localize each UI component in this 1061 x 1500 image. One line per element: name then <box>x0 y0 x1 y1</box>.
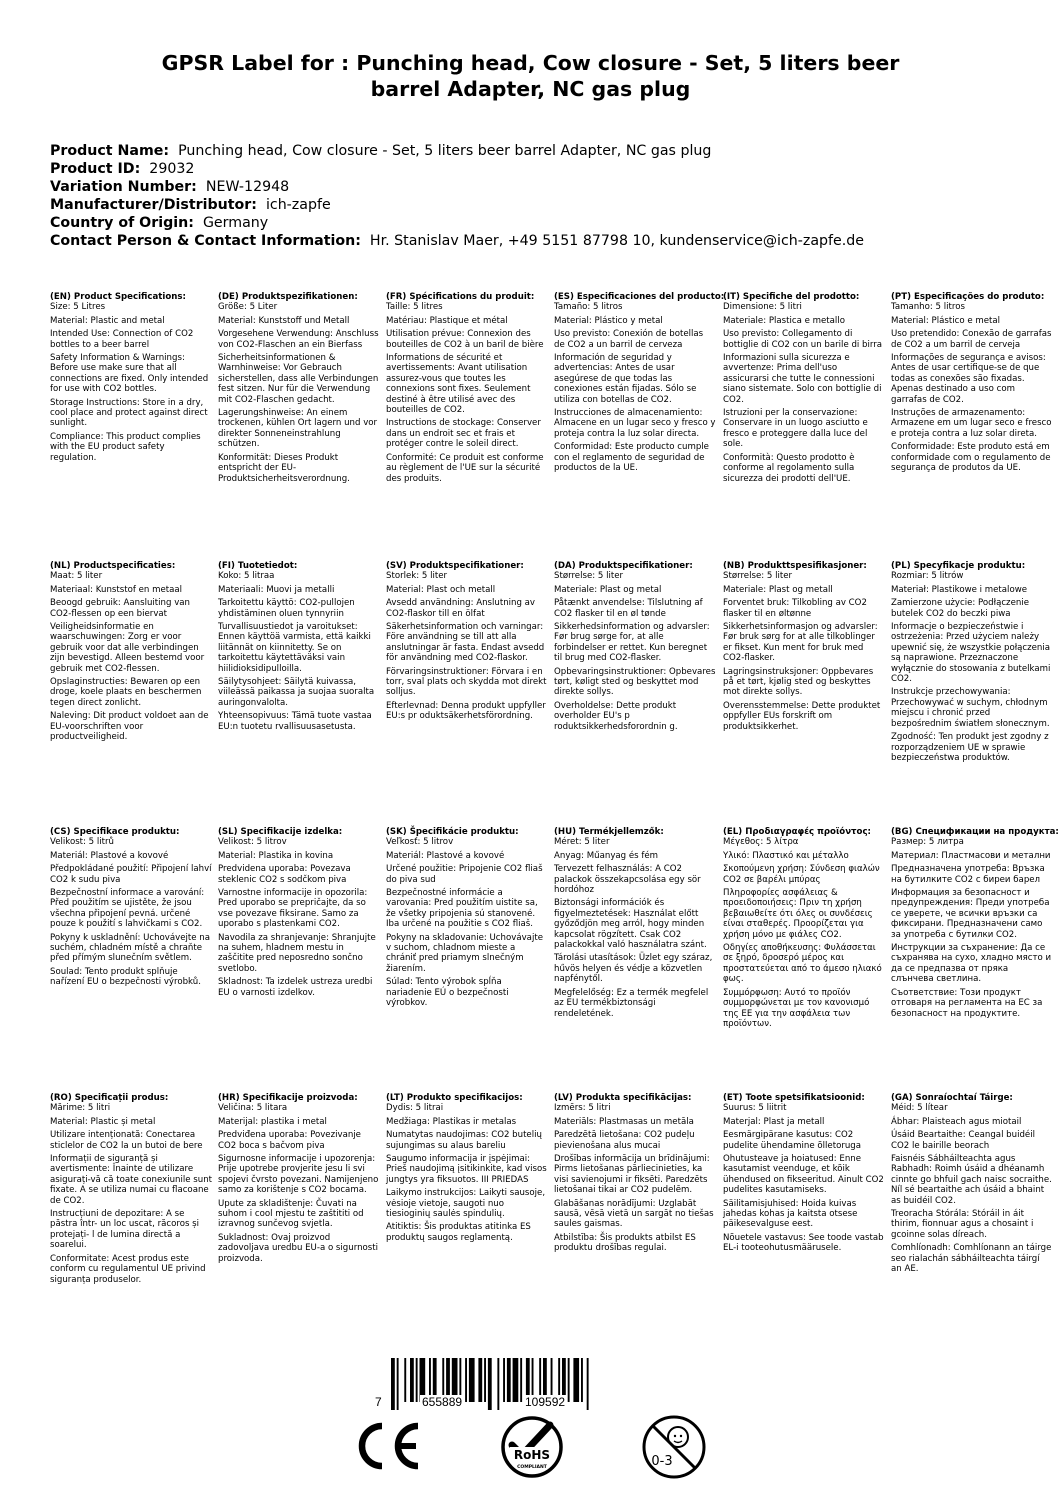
spec-line: Material: Plastic and metal <box>50 315 165 326</box>
spec-line: Информация за безопасност и предупреждения: Преди употреба се уверете, че всички връзки са фиксирани. Предназначени само за употреба с бутилки CO2. <box>891 888 1050 940</box>
spec-heading: (EL) Προδιαγραφές προϊόντος: <box>723 827 871 837</box>
spec-line: Sigurnosne informacije i upozorenja: Prije upotrebe provjerite jesu li svi spojevi čvrsto povezani. Namijenjeno samo za korištenje s CO2 bocama. <box>218 1154 379 1196</box>
spec-line: Overholdelse: Dette produkt overholder EU's p roduktsikkerhedsforordnin g. <box>554 700 678 732</box>
spec-heading: (CS) Specifikace produktu: <box>50 827 180 837</box>
spec-line: Σκοπούμενη χρήση: Σύνδεση φιαλών CO2 σε βαρέλι μπύρας <box>723 864 880 885</box>
barcode-bar <box>484 1358 486 1402</box>
spec-line: Materiale: Plast og metall <box>723 584 833 595</box>
spec-block <box>554 827 716 1022</box>
spec-line: Medžiaga: Plastikas ir metalas <box>386 1116 517 1127</box>
spec-line: Předpokládané použití: Připojení lahví CO2 k sudu piva <box>50 864 212 885</box>
spec-line: Veličina: 5 litara <box>218 1103 288 1114</box>
spec-block <box>50 292 212 466</box>
spec-line: Material: Plástico y metal <box>554 315 663 326</box>
spec-line: Инструкции за съхранение: Да се съхранява на сухо, хладно място и да се предпазва от пряка слънчева светлина. <box>891 943 1052 985</box>
spec-line: Zgodność: Ten produkt jest zgodny z rozporządzeniem UE w sprawie bezpieczeństwa produktów. <box>891 732 1049 763</box>
spec-line: Izmērs: 5 litri <box>554 1103 611 1114</box>
barcode-first-digit: 7 <box>375 1395 382 1409</box>
spec-heading: (SK) Špecifikácie produktu: <box>386 827 519 837</box>
spec-line: Size: 5 Litres <box>50 302 106 313</box>
spec-block <box>891 292 1053 477</box>
spec-line: Sikkerhedsinformation og advarsler: Før brug sørge for, at alle forbindelser er rettet. Kun beregnet til brug med CO2-flasker. <box>554 622 710 664</box>
barcode-bar <box>581 1358 583 1402</box>
manufacturer-row <box>50 196 1030 214</box>
spec-block <box>723 827 885 1032</box>
spec-line: Tamaño: 5 litros <box>554 302 623 313</box>
spec-line: Sikkerhetsinformasjon og advarsler: Før bruk sørg for at alle tilkoblinger er fikset. Kun ment for bruk med CO2-flasker. <box>723 622 878 664</box>
spec-line: Materiaal: Kunststof en metaal <box>50 584 183 595</box>
spec-block <box>891 561 1053 766</box>
product-id-label: Product ID: <box>50 161 141 177</box>
spec-line: Intended Use: Connection of CO2 bottles to a beer barrel <box>50 329 194 350</box>
spec-heading: (DA) Produktspecifikationer: <box>554 561 693 571</box>
spec-line: Dimensione: 5 litri <box>723 302 802 313</box>
spec-line: Predvidena uporaba: Povezava steklenic CO2 s sodčkom piva <box>218 864 351 885</box>
spec-line: Dydis: 5 litrai <box>386 1103 444 1114</box>
spec-heading: (ET) Toote spetsifikatsioonid: <box>723 1093 865 1103</box>
spec-line: Naleving: Dit product voldoet aan de EU-voorschriften voor productveiligheid. <box>50 711 209 743</box>
spec-line: Yhteensopivuus: Tämä tuote vastaa EU:n tuotetu rvallisuusasetusta. <box>218 711 372 732</box>
spec-heading: (GA) Sonraíochtaí Táirge: <box>891 1093 1013 1103</box>
spec-line: Koko: 5 litraa <box>218 571 275 582</box>
spec-line: Materiāls: Plastmasas un metāla <box>554 1116 694 1127</box>
spec-block <box>723 561 885 735</box>
rohs-label: RoHS <box>513 1448 551 1462</box>
spec-line: Ábhar: Plaisteach agus miotail <box>891 1116 1022 1127</box>
spec-line: Tervezett felhasználás: A CO2 palackok összekapcsolása egy sör hordóhoz <box>554 864 701 896</box>
barcode-bar <box>416 1358 418 1402</box>
spec-line: Tarkoitettu käyttö: CO2-pullojen yhdistäminen oluen tynnyriin <box>218 598 355 619</box>
barcode-bar <box>478 1358 482 1402</box>
spec-block <box>218 561 380 735</box>
spec-line: Vorgesehene Verwendung: Anschluss von CO2-Flaschen an ein Bierfass <box>218 329 379 350</box>
spec-line: Tárolási utasítások: Üzlet egy száraz, hűvös helyen és védje a közvetlen napfénytől. <box>554 953 713 985</box>
spec-line: Informazioni sulla sicurezza e avvertenze: Prima dell'uso assicurarsi che tutte le connessioni siano sistemate. Solo con bottiglie di CO2. <box>723 353 882 405</box>
spec-line: Méret: 5 liter <box>554 837 610 848</box>
spec-line: Veiligheidsinformatie en waarschuwingen: Zorg er voor gebruik voor dat alle verbindingen zijn bevestigd. Alleen bestemd voor gebruik met CO2-flessen. <box>50 622 205 674</box>
country-of-origin-label: Country of Origin: <box>50 215 194 231</box>
spec-line: Laikymo instrukcijos: Laikyti sausoje, vėsioje vietoje, saugoti nuo tiesioginių saulės spindulių. <box>386 1188 546 1220</box>
spec-block <box>50 1093 212 1288</box>
spec-line: Skladnost: Ta izdelek ustreza uredbi EU o varnosti izdelkov. <box>218 977 373 998</box>
spec-line: Navodila za shranjevanje: Shranjujte na suhem, hladnem mestu in zaščitite pred neposredno sončno svetlobo. <box>218 932 376 974</box>
spec-line: Soulad: Tento produkt splňuje nařízení EU o bezpečnosti výrobků. <box>50 966 201 988</box>
spec-line: Comhlíonadh: Comhlíonann an táirge seo rialachán sábháilteachta táirgí an AE. <box>891 1243 1052 1275</box>
spec-line: Saugumo informacija ir įspėjimai: Prieš naudojimą įsitikinkite, kad visos jungtys yra fiksuotos. III PRIEDAS <box>386 1154 547 1185</box>
spec-line: Overensstemmelse: Dette produktet oppfyller EUs forskrift om produktsikkerhet. <box>723 700 881 732</box>
barcode-bar <box>503 1358 505 1402</box>
spec-heading: (HR) Specifikacije proizvoda: <box>218 1093 358 1103</box>
manufacturer-label: Manufacturer/Distributor: <box>50 197 257 213</box>
barcode-bar <box>391 1358 395 1410</box>
spec-line: Biztonsági információk és figyelmeztetések: Használat előtt győződjön meg arról, hogy minden kapcsolat rögzített. Csak CO2 palackokkal való használatra szánt. <box>554 898 707 951</box>
contact-label: Contact Person & Contact Information: <box>50 233 361 249</box>
spec-block <box>554 561 716 735</box>
spec-line: Mărime: 5 litri <box>50 1103 111 1114</box>
spec-line: Sicherheitsinformationen & Warnhinweise: Vor Gebrauch sicherstellen, dass alle Verbindungen fest sitzen. Nur für die Verwendung mit CO2-Flaschen gedacht. <box>218 353 379 405</box>
spec-heading: (NL) Productspecificaties: <box>50 561 176 571</box>
spec-line: Lagringsinstruksjoner: Oppbevares på et tørt, kjølig sted og beskyttes mot direkte sollys. <box>723 666 874 698</box>
product-info <box>50 142 1030 250</box>
spec-line: Predviđena uporaba: Povezivanje CO2 boca s bačvom piva <box>218 1130 361 1151</box>
spec-line: Instrucțiuni de depozitare: A se păstra într- un loc uscat, răcoros și protejați- l de lumina directă a soarelui. <box>50 1209 200 1251</box>
spec-line: Материал: Пластмасови и метални <box>891 850 1051 861</box>
spec-block <box>554 1093 716 1257</box>
spec-line: Conformità: Questo prodotto è conforme al regolamento sulla sicurezza dei prodotti dell'UE. <box>723 452 855 484</box>
spec-line: Efterlevnad: Denna produkt uppfyller EU:s pr oduktsäkerhetsförordning. <box>386 700 546 722</box>
spec-line: Informations de sécurité et avertissements: Avant utilisation assurez-vous que toutes les connexions sont fixes. Seulement destiné à être utilisé avec des bouteilles de CO2. <box>386 353 531 416</box>
spec-line: Upute za skladištenje: Čuvati na suhom i cool mjestu te zaštititi od izravnog sunčevog svjetla. <box>218 1198 364 1230</box>
spec-line: Påtænkt anvendelse: Tilslutning af CO2 flasker til en øl tønde <box>554 598 703 619</box>
spec-line: Conformitate: Acest produs este conform cu regulamentul UE privind siguranța produselor. <box>50 1253 206 1285</box>
barcode-bar <box>587 1358 589 1410</box>
spec-heading: (DE) Produktspezifikationen: <box>218 292 358 302</box>
spec-line: Conformité: Ce produit est conforme au règlement de l'UE sur la sécurité des produits. <box>386 452 544 484</box>
spec-line: Utilizare intenționată: Conectarea sticlelor de CO2 la un butoi de bere <box>50 1130 203 1151</box>
spec-block <box>386 292 548 487</box>
spec-line: Material: Plastic și metal <box>50 1116 156 1127</box>
spec-line: Taille: 5 litres <box>386 302 443 313</box>
spec-line: Velikost: 5 litrov <box>218 837 287 848</box>
spec-heading: (LV) Produkta specifikācijas: <box>554 1093 692 1103</box>
spec-block <box>218 292 380 487</box>
spec-line: Förvaringsinstruktioner: Förvara i en torr, sval plats och skydda mot direkt solljus. <box>386 666 547 698</box>
spec-line: Informacje o bezpieczeństwie i ostrzeżenia: Przed użyciem należy upewnić się, że wszystkie połączenia są naprawione. Przeznaczone wyłącznie do stosowania z butelkami CO2. <box>891 622 1051 685</box>
product-name-value: Punching head, Cow closure - Set, 5 liters beer barrel Adapter, NC gas plug <box>178 143 712 159</box>
spec-line: Anyag: Műanyag és fém <box>554 850 659 861</box>
barcode-bar <box>404 1358 406 1402</box>
spec-line: Treoracha Stórála: Stóráil in áit thirim, fionnuar agus a chosaint i gcoinne solas díreach. <box>891 1209 1034 1240</box>
spec-line: Materijal: plastika i metal <box>218 1116 327 1127</box>
spec-line: Glabāšanas norādījumi: Uzglabāt sausā, vēsā vietā un sargāt no tiešas saules gaismas. <box>554 1198 714 1230</box>
spec-line: Matériau: Plastique et métal <box>386 315 508 326</box>
variation-number-row <box>50 178 1030 196</box>
spec-block <box>386 827 548 1012</box>
spec-line: Lagerungshinweise: An einem trockenen, kühlen Ort lagern und vor direkter Sonneneinstrahlung schützen. <box>218 408 378 450</box>
spec-heading: (EN) Product Specifications: <box>50 292 186 302</box>
title-line-1: GPSR Label for : Punching head, Cow closure - Set, 5 liters beer <box>161 51 900 75</box>
manufacturer-value: ich-zapfe <box>265 197 331 213</box>
barcode-bar <box>513 1358 519 1402</box>
country-of-origin-row <box>50 214 1030 232</box>
spec-line: Istruzioni per la conservazione: Conservare in un luogo asciutto e fresco e proteggere dalla luce del sole. <box>723 408 868 450</box>
spec-line: Varnostne informacije in opozorila: Pred uporabo se prepričajte, da so vse povezave fiksirane. Samo za uporabo s plastenkami CO2. <box>218 888 368 930</box>
spec-line: Instrucciones de almacenamiento: Almacene en un lugar seco y fresco y proteja contra la luz solar directa. <box>554 408 716 439</box>
spec-line: Предназначена употреба: Връзка на бутилките CO2 с биреи барел <box>891 864 1045 885</box>
spec-line: Conformidad: Este producto cumple con el reglamento de seguridad de productos de la UE. <box>554 442 709 474</box>
spec-line: Utilisation prévue: Connexion des bouteilles de CO2 à un baril de bière <box>386 329 544 350</box>
age-label: 0-3 <box>651 1454 673 1469</box>
spec-line: Conformidade: Este produto está em conformidade com o regulamento de segurança de produtos da UE. <box>891 442 1051 474</box>
barcode-bars <box>373 1358 618 1416</box>
spec-line: Säilytysohjeet: Säilytä kuivassa, viileässä paikassa ja suojaa suoralta auringonvalolta. <box>218 677 375 708</box>
spec-line: Forventet bruk: Tilkobling av CO2 flasker til en øltønne <box>723 598 867 619</box>
spec-line: Materiaali: Muovi ja metalli <box>218 584 335 595</box>
spec-line: Súlad: Tento výrobok spĺňa nariadenie EÚ o bezpečnosti výrobkov. <box>386 977 509 1009</box>
spec-line: Materjal: Plast ja metall <box>723 1116 825 1127</box>
spec-line: Nõuetele vastavus: See toode vastab EL-i tooteohutusmäärusele. <box>723 1232 884 1254</box>
barcode-bar <box>397 1358 399 1410</box>
variation-number-label: Variation Number: <box>50 179 197 195</box>
spec-line: Avsedd användning: Anslutning av CO2-flaskor till en ölfat <box>386 598 536 619</box>
spec-line: Opslaginstructies: Bewaren op een droge, koele plaats en beschermen tegen direct zonlicht. <box>50 677 202 708</box>
spec-line: Megfelelőség: Ez a termék megfelel az EU termékbiztonsági rendeletének. <box>554 987 709 1019</box>
country-of-origin-value: Germany <box>202 215 269 231</box>
spec-line: Faisnéis Sábháilteachta agus Rabhadh: Roimh úsáid a dhéanamh cinnte go bhfuil gach naisc socraithe. Níl sé beartaithe ach úsáid a bhaint as buidéil CO2. <box>891 1154 1052 1206</box>
barcode-bar <box>410 1358 414 1402</box>
spec-line: Materiál: Plastové a kovové <box>50 850 169 861</box>
spec-line: Atitiktis: Šis produktas atitinka ES produktų saugos reglamentą. <box>386 1222 531 1243</box>
spec-line: Størrelse: 5 liter <box>723 571 793 582</box>
spec-line: Suurus: 5 liitrit <box>723 1103 787 1114</box>
barcode-bar <box>568 1358 570 1402</box>
spec-block <box>891 1093 1053 1278</box>
spec-block <box>218 1093 380 1267</box>
spec-line: Pokyny na skladovanie: Uchovávajte v suchom, chladnom mieste a chrániť pred priamym slnečným žiarením. <box>386 932 543 974</box>
barcode <box>373 1358 618 1416</box>
spec-heading: (NB) Produkttspesifikasjoner: <box>723 561 867 571</box>
spec-line: Paredzētā lietošana: CO2 pudeļu pievienošana alus mucai <box>554 1130 695 1151</box>
spec-line: Säilitamisjuhised: Hoida kuivas jahedas kohas ja kaitsta otsese päikesevalguse eest. <box>723 1198 858 1230</box>
spec-heading: (FR) Spécifications du produit: <box>386 292 535 302</box>
product-id-value: 29032 <box>149 161 195 177</box>
spec-block <box>723 292 885 487</box>
barcode-left-digits: 655889 <box>422 1395 463 1409</box>
spec-line: Veľkosť: 5 litrov <box>386 837 454 848</box>
spec-line: Méid: 5 lítear <box>891 1103 948 1114</box>
spec-block <box>218 827 380 1001</box>
spec-line: Съответствие: Този продукт отговаря на регламента на ЕС за безопасност на продуктите. <box>891 987 1043 1019</box>
spec-line: Storage Instructions: Store in a dry, cool place and protect against direct sunlight. <box>50 397 208 429</box>
spec-line: Drošības informācija un brīdinājumi: Pirms lietošanas pārliecinieties, ka visi savienojumi ir fiksēti. Paredzēts lietošanai tikai ar CO2 pudelēm. <box>554 1154 710 1196</box>
not-for-children-0-3-icon <box>640 1413 708 1481</box>
label-title <box>0 50 1061 102</box>
rohs-compliant-label: COMPLIANT <box>517 1465 547 1470</box>
spec-heading: (SL) Specifikacije izdelka: <box>218 827 343 837</box>
spec-line: Размер: 5 литра <box>891 837 964 848</box>
spec-line: Säkerhetsinformation och varningar: Före användning se till att alla anslutningar är fasta. Endast avsedd för användning med CO2-flaskor. <box>386 622 545 664</box>
spec-line: Safety Information & Warnings: Before use make sure that all connections are fixed. Only intended for use with CO2 bottles. <box>50 353 209 395</box>
spec-line: Información de seguridad y advertencias: Antes de usar asegúrese de que todas las conexiones están fijadas. Sólo se utiliza con botellas de CO2. <box>554 353 697 405</box>
barcode-bar <box>573 1358 579 1402</box>
spec-block <box>386 561 548 725</box>
spec-line: Συμμόρφωση: Αυτό το προϊόν συμμορφώνεται με τον κανονισμό της ΕΕ για την ασφάλεια των προϊόντων. <box>723 987 870 1029</box>
spec-line: Rozmiar: 5 litrów <box>891 571 964 582</box>
spec-line: Beoogd gebruik: Aansluiting van CO2-flessen op een biervat <box>50 598 190 619</box>
spec-line: Ohutusteave ja hoiatused: Enne kasutamist veenduge, et kõik ühendused on fikseeritud. Ainult CO2 pudelites kasutamiseks. <box>723 1154 884 1196</box>
contact-row <box>50 232 1030 250</box>
spec-block <box>50 561 212 746</box>
spec-line: Eesmärgipärane kasutus: CO2 pudelite ühendamine õlletoruga <box>723 1130 862 1151</box>
product-id-row <box>50 160 1030 178</box>
spec-line: Konformität: Dieses Produkt entspricht der EU-Produktsicherheitsverordnung. <box>218 452 350 484</box>
ce-mark-icon <box>352 1420 424 1472</box>
spec-block <box>891 827 1059 1022</box>
spec-heading: (PL) Specyfikacje produktu: <box>891 561 1026 571</box>
spec-line: Materiale: Plastica e metallo <box>723 315 845 326</box>
spec-line: Μέγεθος: 5 λίτρα <box>723 837 799 848</box>
spec-block <box>50 827 212 991</box>
spec-line: Størrelse: 5 liter <box>554 571 624 582</box>
rohs-compliant-icon <box>500 1415 564 1479</box>
spec-line: Velikost: 5 litrů <box>50 837 114 848</box>
spec-line: Material: Plast och metall <box>386 584 496 595</box>
spec-line: Οδηγίες αποθήκευσης: Φυλάσσεται σε ξηρό, δροσερό μέρος και προστατεύεται από το άμεσο ηλιακό φως. <box>723 943 882 985</box>
spec-line: Maat: 5 liter <box>50 571 103 582</box>
spec-heading: (PT) Especificações do produto: <box>891 292 1045 302</box>
spec-line: Storlek: 5 liter <box>386 571 448 582</box>
spec-line: Zamierzone użycie: Podłączenie butelek CO2 do beczki piwa <box>891 598 1029 619</box>
spec-line: Informações de segurança e avisos: Antes de usar certifique-se de que todas as conexões são fixadas. Apenas destinado a uso com garrafas de CO2. <box>891 353 1046 405</box>
spec-line: Größe: 5 Liter <box>218 302 278 313</box>
barcode-bar <box>507 1358 511 1402</box>
spec-line: Materiale: Plast og metal <box>554 584 662 595</box>
spec-line: Uso previsto: Conexión de botellas de CO2 a un barril de cerveza <box>554 329 704 350</box>
spec-line: Bezpečnostní informace a varování: Před použitím se ujistěte, že jsou všechna připojení pevná. určené pouze k použití s lahvičkami s CO2. <box>50 888 205 930</box>
spec-heading: (IT) Specifiche del prodotto: <box>723 292 860 302</box>
spec-line: Uso pretendido: Conexão de garrafas de CO2 a um barril de cerveja <box>891 329 1052 350</box>
spec-line: Materiál: Plastové a kovové <box>386 850 505 861</box>
spec-line: Informații de siguranță și avertismente: Înainte de utilizare asigurați-vă că toate conexiunile sunt fixate. A se utiliza numai cu flacoane de CO2. <box>50 1154 213 1206</box>
title-line-2: barrel Adapter, NC gas plug <box>370 77 691 101</box>
spec-line: Uso previsto: Collegamento di bottiglie di CO2 con un barile di birra <box>723 329 883 350</box>
spec-line: Turvallisuustiedot ja varoitukset: Ennen käyttöä varmista, että kaikki liitännät on kiinnitetty. Se on tarkoitettu käytettäväksi vain hiilidioksidipulloilla. <box>218 622 371 674</box>
barcode-bar <box>488 1358 492 1410</box>
spec-line: Instrukcje przechowywania: Przechowywać w suchym, chłodnym miejscu i chronić przed bezpośrednim światłem słonecznym. <box>891 687 1050 729</box>
spec-line: Úsáid Beartaithe: Ceangal buidéil CO2 le bairille beorach <box>891 1130 1035 1151</box>
spec-heading: (SV) Produktspecifikationer: <box>386 561 524 571</box>
spec-heading: (ES) Especificaciones del producto: <box>554 292 725 302</box>
product-name-label: Product Name: <box>50 143 170 159</box>
spec-line: Pokyny k uskladnění: Uchovávejte na suchém, chladném místě a chraňte před přímým slunečním světlem. <box>50 932 210 964</box>
spec-line: Πληροφορίες ασφάλειας & προειδοποιήσεις: Πριν τη χρήση βεβαιωθείτε ότι όλες οι συνδέσεις είναι σταθερές. Προορίζεται για χρήση μόνο με φιάλες CO2. <box>723 888 873 940</box>
spec-block <box>723 1093 885 1257</box>
spec-heading: (RO) Specificații produs: <box>50 1093 169 1103</box>
spec-line: Atbilstība: Šis produkts atbilst ES produktu drošības regulai. <box>554 1232 696 1254</box>
spec-line: Material: Kunststoff und Metall <box>218 315 350 326</box>
spec-line: Material: Plástico e metal <box>891 315 1001 326</box>
spec-heading: (HU) Termékjellemzők: <box>554 827 664 837</box>
barcode-bar <box>465 1358 467 1402</box>
spec-line: Opbevaringsinstruktioner: Opbevares tørt, køligt sted og beskyttet mod direkte sollys. <box>554 666 716 698</box>
variation-number-value: NEW-12948 <box>205 179 290 195</box>
spec-line: Sukladnost: Ovaj proizvod zadovoljava uredbu EU-a o sigurnosti proizvoda. <box>218 1232 379 1264</box>
barcode-bar <box>520 1358 522 1402</box>
spec-line: Compliance: This product complies with the EU product safety regulation. <box>50 431 201 463</box>
spec-line: Υλικό: Πλαστικό και μέταλλο <box>723 850 849 861</box>
spec-line: Numatytas naudojimas: CO2 butelių sujungimas su alaus bareliu <box>386 1130 542 1151</box>
spec-block <box>554 292 725 477</box>
spec-heading: (BG) Спецификации на продукта: <box>891 827 1059 837</box>
spec-line: Instruções de armazenamento: Armazene em um lugar seco e fresco e proteja contra a luz solar direta. <box>891 408 1052 439</box>
barcode-right-digits: 109592 <box>525 1395 566 1409</box>
spec-line: Materiał: Plastikowe i metalowe <box>891 584 1028 595</box>
spec-line: Určené použitie: Pripojenie CO2 fliaš do piva sud <box>386 864 543 885</box>
spec-line: Bezpečnostné informácie a varovania: Pred použitím uistite sa, že všetky pripojenia sú stanovené. Iba určené na použitie s CO2 fliaš. <box>386 888 538 930</box>
spec-block <box>386 1093 548 1246</box>
spec-line: Instructions de stockage: Conserver dans un endroit sec et frais et protéger contre le soleil direct. <box>386 418 541 450</box>
spec-line: Tamanho: 5 litros <box>891 302 965 313</box>
spec-heading: (FI) Tuotetiedot: <box>218 561 298 571</box>
barcode-bar <box>469 1358 475 1402</box>
spec-heading: (LT) Produkto specifikacijos: <box>386 1093 523 1103</box>
spec-line: Material: Plastika in kovina <box>218 850 334 861</box>
contact-value: Hr. Stanislav Maer, +49 5151 87798 10, kundenservice@ich-zapfe.de <box>369 233 865 249</box>
barcode-bar <box>497 1358 499 1410</box>
product-name-row <box>50 142 1030 160</box>
